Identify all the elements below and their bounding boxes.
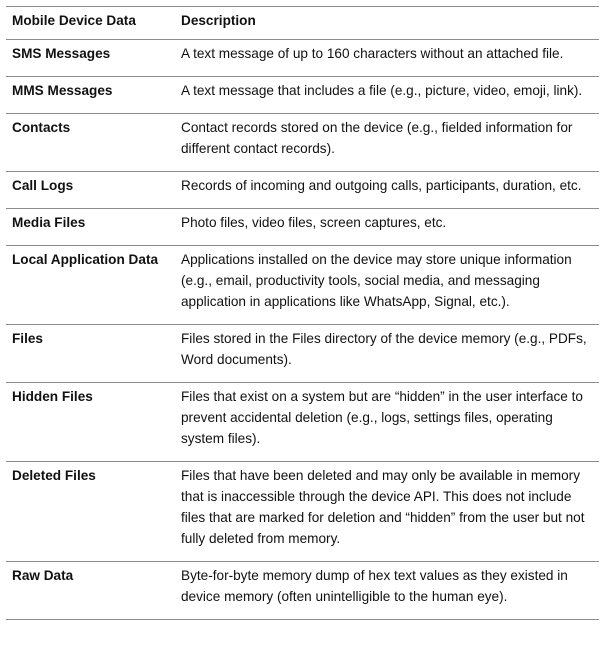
mobile-device-data-table xyxy=(6,6,599,620)
row-description: A text message that includes a file (e.g., picture, video, emoji, link). xyxy=(175,77,599,114)
table-row xyxy=(6,325,599,383)
row-term: Call Logs xyxy=(6,172,175,209)
table-row xyxy=(6,462,599,562)
row-description: Byte-for-byte memory dump of hex text values as they existed in device memory (often unintelligible to the human eye). xyxy=(175,562,599,620)
row-term: Local Application Data xyxy=(6,246,175,325)
table-row xyxy=(6,562,599,620)
row-term: Files xyxy=(6,325,175,383)
row-term: Contacts xyxy=(6,114,175,172)
table-row xyxy=(6,114,599,172)
row-description: Files that have been deleted and may only be available in memory that is inaccessible through the device API. This does not include files that are marked for deletion and “hidden” from the user but not fully deleted from memory. xyxy=(175,462,599,562)
row-description: Contact records stored on the device (e.g., fielded information for different contact records). xyxy=(175,114,599,172)
table-row xyxy=(6,209,599,246)
row-term: Hidden Files xyxy=(6,383,175,462)
row-description: A text message of up to 160 characters without an attached file. xyxy=(175,40,599,77)
table-row xyxy=(6,77,599,114)
row-term: MMS Messages xyxy=(6,77,175,114)
row-term: Media Files xyxy=(6,209,175,246)
header-mobile-device-data: Mobile Device Data xyxy=(6,7,175,40)
table-row xyxy=(6,40,599,77)
row-term: Raw Data xyxy=(6,562,175,620)
table-row xyxy=(6,383,599,462)
header-description: Description xyxy=(175,7,599,40)
row-description: Files that exist on a system but are “hidden” in the user interface to prevent accidental deletion (e.g., logs, settings files, operating system files). xyxy=(175,383,599,462)
row-description: Applications installed on the device may store unique information (e.g., email, productivity tools, social media, and messaging application in applications like WhatsApp, Signal, etc.). xyxy=(175,246,599,325)
table-header-row xyxy=(6,7,599,40)
table-row xyxy=(6,172,599,209)
table-row xyxy=(6,246,599,325)
row-term: SMS Messages xyxy=(6,40,175,77)
row-description: Photo files, video files, screen captures, etc. xyxy=(175,209,599,246)
row-term: Deleted Files xyxy=(6,462,175,562)
row-description: Files stored in the Files directory of the device memory (e.g., PDFs, Word documents). xyxy=(175,325,599,383)
row-description: Records of incoming and outgoing calls, participants, duration, etc. xyxy=(175,172,599,209)
